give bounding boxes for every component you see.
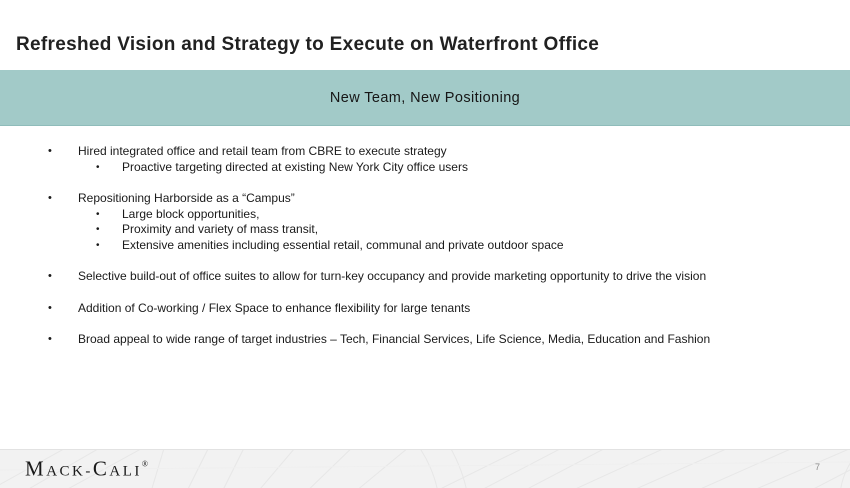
bullet-group: [0, 144, 850, 175]
bullet-dot-icon: •: [96, 239, 100, 251]
sub-bullet-text: Extensive amenities including essential retail, communal and private outdoor space: [122, 237, 564, 252]
bullet-group: [0, 301, 850, 317]
bullet-group: [0, 191, 850, 253]
sub-bullet-text: Large block opportunities,: [122, 206, 260, 221]
slide-title: Refreshed Vision and Strategy to Execute on Waterfront Office: [16, 34, 600, 55]
logo-letters: ACK-: [46, 463, 93, 480]
slide-footer: [0, 449, 850, 488]
bullet-text: Hired integrated office and retail team from CBRE to execute strategy: [78, 144, 447, 158]
page-number: 7: [814, 462, 820, 472]
bullet-list: [0, 144, 850, 364]
bullet-group: [0, 269, 850, 285]
bullet-dot-icon: •: [96, 224, 100, 235]
bullet-dot-icon: •: [96, 161, 100, 173]
bullet-dot-icon: •: [48, 270, 52, 282]
logo-letter: M: [25, 456, 47, 481]
bullet-dot-icon: •: [48, 301, 52, 314]
bullet-text: Broad appeal to wide range of target industries – Tech, Financial Services, Life Science, Media, Education and Fashion: [78, 332, 711, 346]
section-banner: [0, 70, 850, 126]
sub-bullet-item: [0, 207, 850, 223]
bullet-dot-icon: •: [48, 333, 52, 345]
bullet-item: [0, 269, 850, 285]
bullet-item: [0, 191, 850, 207]
logo-letters: ALI: [109, 463, 142, 480]
sub-bullet-item: [0, 160, 850, 176]
bullet-group: [0, 332, 850, 348]
section-banner-label: New Team, New Positioning: [329, 89, 521, 106]
bullet-dot-icon: •: [96, 208, 100, 220]
bullet-dot-icon: •: [48, 192, 52, 204]
sub-bullet-item: [0, 238, 850, 254]
bullet-item: [0, 301, 850, 317]
sub-bullet-text: Proactive targeting directed at existing New York City office users: [122, 159, 468, 174]
mack-cali-logo: [25, 457, 148, 482]
bullet-item: [0, 144, 850, 160]
bullet-item: [0, 332, 850, 348]
sub-bullet-item: [0, 222, 850, 238]
bullet-dot-icon: •: [48, 145, 52, 157]
bullet-text: Selective build-out of office suites to allow for turn-key occupancy and provide marketing opportunity to drive the vision: [78, 269, 707, 283]
registered-trademark-icon: ®: [141, 459, 148, 469]
bullet-text: Repositioning Harborside as a “Campus”: [78, 191, 295, 205]
logo-letter: C: [92, 456, 110, 481]
bullet-text: Addition of Co-working / Flex Space to enhance flexibility for large tenants: [78, 300, 471, 315]
sub-bullet-text: Proximity and variety of mass transit,: [122, 222, 319, 236]
